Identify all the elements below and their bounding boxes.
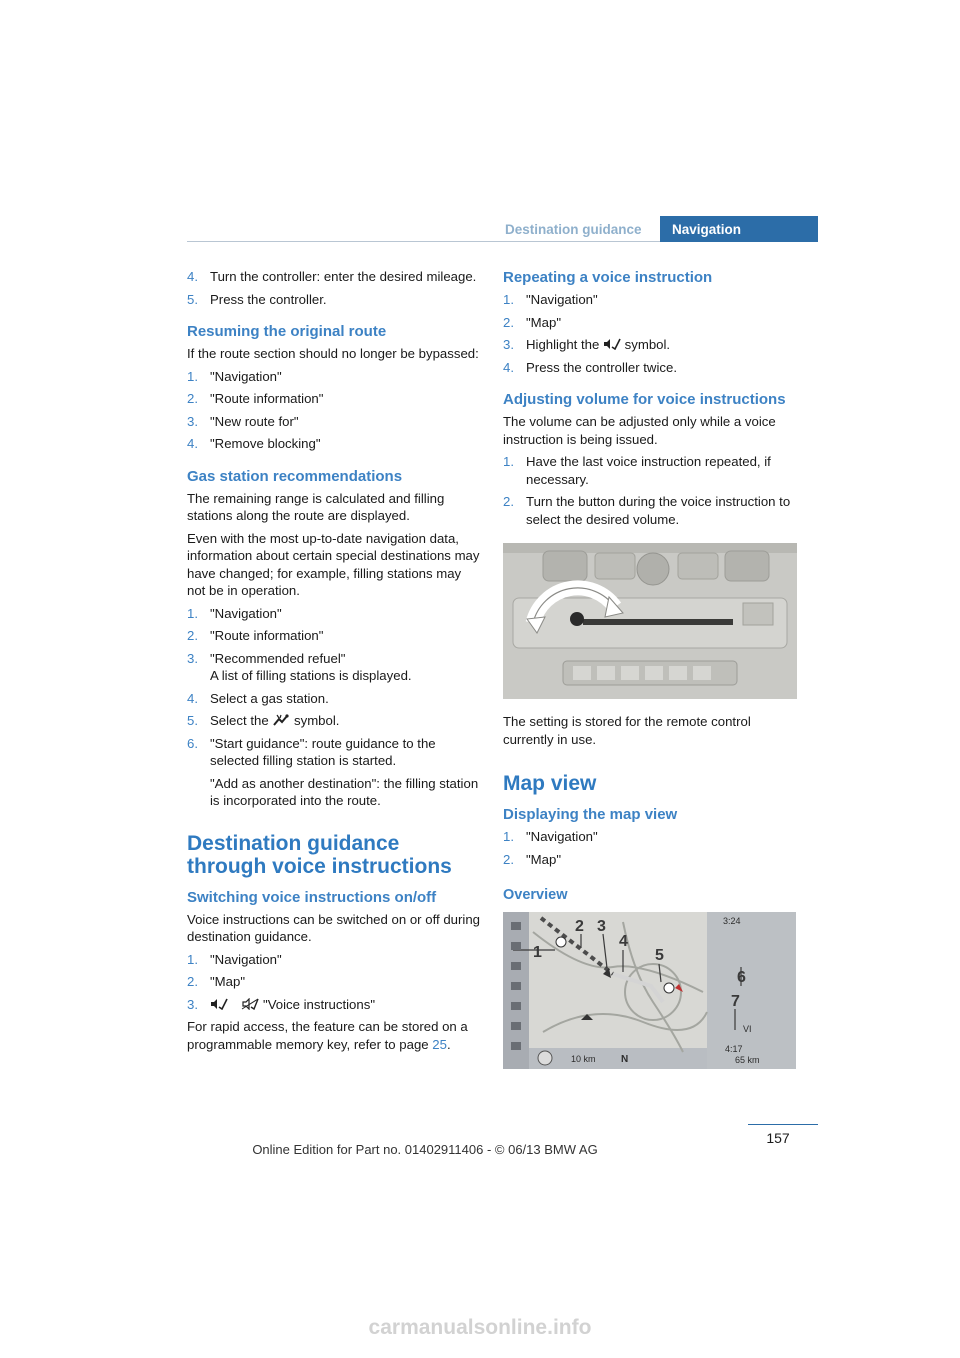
step: 2. "Map" (503, 851, 562, 867)
step: 1. "Navigation" (187, 605, 282, 621)
heading-repeat-voice: Repeating a voice instruction (503, 269, 713, 286)
step: 6. "Start guidance": route guidance to the selected filling station is started. "Add as another destination": the filling station is incorporated into the route. (187, 735, 479, 808)
step: 2. Turn the button during the voice instruction to select the desired volume. (503, 494, 791, 527)
heading-voice-guidance: Destination guidance through voice instructions (187, 831, 452, 878)
dashboard-volume-figure (503, 543, 797, 699)
paragraph: The remaining range is calculated and filling stations along the route are displayed. (187, 490, 445, 523)
paragraph: Voice instructions can be switched on or off during destination guidance. (187, 911, 480, 944)
paragraph: For rapid access, the feature can be stored on a programmable memory key, refer to page 25. (187, 1019, 468, 1052)
heading-volume: Adjusting volume for voice instructions (503, 391, 786, 408)
map-clock: 3:24 (723, 916, 741, 926)
paragraph: The setting is stored for the remote control currently in use. (503, 714, 751, 747)
heading-display-map: Displaying the map view (503, 806, 678, 823)
step: 3. "New route for" (187, 413, 299, 429)
voice-on-icon (603, 338, 621, 350)
voice-on-icon (210, 998, 228, 1010)
heading-overview: Overview (503, 887, 568, 903)
step: 2. "Map" (503, 314, 562, 330)
map-scale: 10 km (571, 1054, 596, 1064)
step: 3. Highlight the symbol. (503, 337, 671, 352)
paragraph: Even with the most up-to-date navigation data, information about certain special destinations may have changed; for example, filling stations may not be in operation. (187, 530, 480, 598)
footer-rule (748, 1124, 818, 1125)
route-guidance-icon (272, 714, 290, 726)
map-callout: 6 (737, 969, 746, 986)
step: 1. Have the last voice instruction repeated, if necessary. (503, 454, 771, 487)
map-callout: 1 (533, 944, 542, 961)
step: 4. "Remove blocking" (187, 436, 321, 451)
map-lane: VI (743, 1024, 752, 1034)
dashboard-photo (503, 543, 797, 699)
step: 3. "Recommended refuel" A list of filling stations is displayed. (187, 650, 412, 683)
step: 4. Press the controller twice. (503, 359, 677, 375)
heading-resume-route: Resuming the original route (187, 323, 387, 340)
map-north-indicator: N (621, 1054, 629, 1065)
heading-map-view: Map view (503, 772, 597, 795)
map-callout: 3 (597, 918, 606, 935)
heading-gas-station: Gas station recommendations (187, 467, 403, 485)
left-column (187, 268, 481, 1058)
step: 2. "Route information" (187, 391, 324, 406)
map-callout: 5 (655, 947, 664, 964)
step: 1. "Navigation" (187, 951, 282, 967)
step: 4. Select a gas station. (187, 690, 329, 706)
paragraph: If the route section should no longer be bypassed: (187, 346, 479, 361)
map-arrival-time: 4:17 (725, 1044, 743, 1054)
map-callout: 4 (619, 933, 628, 950)
heading-switch-voice: Switching voice instructions on/off (187, 888, 437, 906)
step: 1. "Navigation" (503, 829, 598, 844)
step: 5. Select the symbol. (187, 713, 340, 728)
step: 2. "Map" (187, 974, 246, 989)
header-section-title: Destination guidance (505, 222, 642, 237)
map-screen (503, 912, 796, 1069)
step: 2. "Route information" (187, 628, 324, 643)
map-screen-figure (503, 912, 796, 1069)
voice-off-icon (241, 998, 259, 1010)
step: 4. Turn the controller: enter the desired mileage. (187, 269, 477, 284)
step: 5. Press the controller. (187, 291, 327, 307)
step: 1. "Navigation" (503, 292, 598, 307)
map-callout: 2 (575, 918, 584, 935)
header-chapter-tab: Navigation (660, 216, 818, 242)
map-callout: 7 (731, 993, 740, 1010)
paragraph: The volume can be adjusted only while a voice instruction is being issued. (503, 414, 776, 447)
page-reference-link[interactable]: 25 (432, 1036, 447, 1052)
page-number: 157 (766, 1130, 790, 1146)
step: 1. "Navigation" (187, 368, 282, 384)
site-watermark: carmanualsonline.info (368, 1316, 592, 1339)
map-distance: 65 km (735, 1055, 760, 1065)
online-edition-note: Online Edition for Part no. 01402911406 - © 06/13 BMW AG (252, 1142, 598, 1157)
step: 3. "Voice instructions" (187, 996, 375, 1012)
right-column (503, 268, 797, 1069)
